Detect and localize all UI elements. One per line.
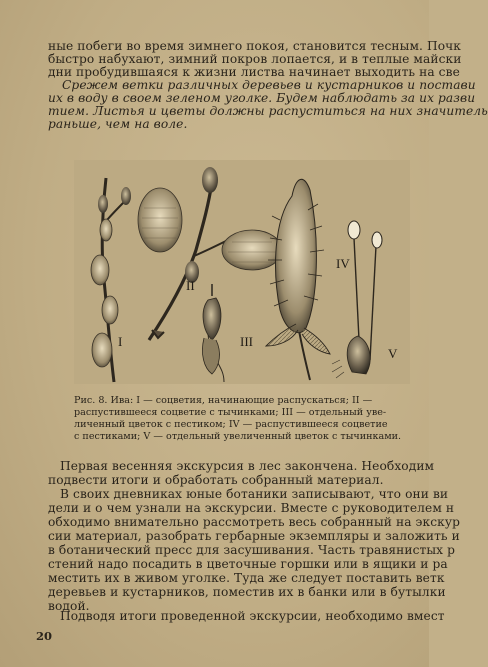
paragraph-line: подвести итоги и обработать собранный материал. xyxy=(48,473,384,487)
label-I: I xyxy=(118,334,123,349)
paragraph-line: быстро набухают, зимний покров лопается, и в теплые майски xyxy=(48,52,462,66)
paragraph-line: обходимо внимательно рассмотреть весь собранный на экскур xyxy=(48,515,461,529)
figure-caption-line: с пестиками; V — отдельный увеличенный цветок с тычинками. xyxy=(74,431,402,442)
paragraph-line: местить их в живом уголке. Туда же следует поставить ветк xyxy=(48,571,445,585)
italic-line: Срежем ветки различных деревьев и кустарников и постави xyxy=(62,78,476,92)
paragraph-line: В своих дневниках юные ботаники записывают, что они ви xyxy=(60,487,449,501)
paragraph-line: дели и о чем узнали на экскурсии. Вместе с руководителем н xyxy=(48,501,455,515)
italic-line: их в воду в своем зеленом уголке. Будем наблюдать за их разви xyxy=(48,91,476,105)
figure-caption-line: личенный цветок с пестиком; IV — распустившееся соцветие xyxy=(74,419,388,430)
willow-illustration xyxy=(74,160,410,384)
paragraph-line: стений надо посадить в цветочные горшки или в ящики и ра xyxy=(48,557,448,571)
figure-caption-line: распустившееся соцветие с тычинками; III — отдельный уве- xyxy=(74,407,387,418)
paragraph-line: в ботанический пресс для засушивания. Часть травянистых р xyxy=(48,543,456,557)
paragraph-line: дни пробудившаяся к жизни листва начинает выходить на све xyxy=(48,65,460,79)
label-II: II xyxy=(186,278,195,293)
paragraph-line: сии материал, разобрать гербарные экземпляры и заложить и xyxy=(48,529,460,543)
willow-drawing xyxy=(74,160,410,384)
paragraph-line: Подводя итоги проведенной экскурсии, необходимо вмест xyxy=(60,609,445,623)
italic-line: тием. Листья и цветы должны распуститься на них значитель xyxy=(48,104,488,118)
paragraph-line: Первая весенняя экскурсия в лес закончена. Необходим xyxy=(60,459,435,473)
label-V: V xyxy=(388,346,398,361)
label-IV: IV xyxy=(336,256,350,271)
paragraph-line: ные побеги во время зимнего покоя, становится тесным. Почк xyxy=(48,39,462,53)
paragraph-line: водой. xyxy=(48,599,90,613)
bud xyxy=(98,195,108,213)
label-III: III xyxy=(240,334,253,349)
paragraph-line: деревьев и кустарников, поместив их в банки или в бутылки xyxy=(48,585,446,599)
italic-line: раньше, чем на воле. xyxy=(48,117,188,131)
figure-caption-line: Рис. 8. Ива: I — соцветия, начинающие распускаться; II — xyxy=(74,395,373,406)
page-number: 20 xyxy=(36,629,53,643)
